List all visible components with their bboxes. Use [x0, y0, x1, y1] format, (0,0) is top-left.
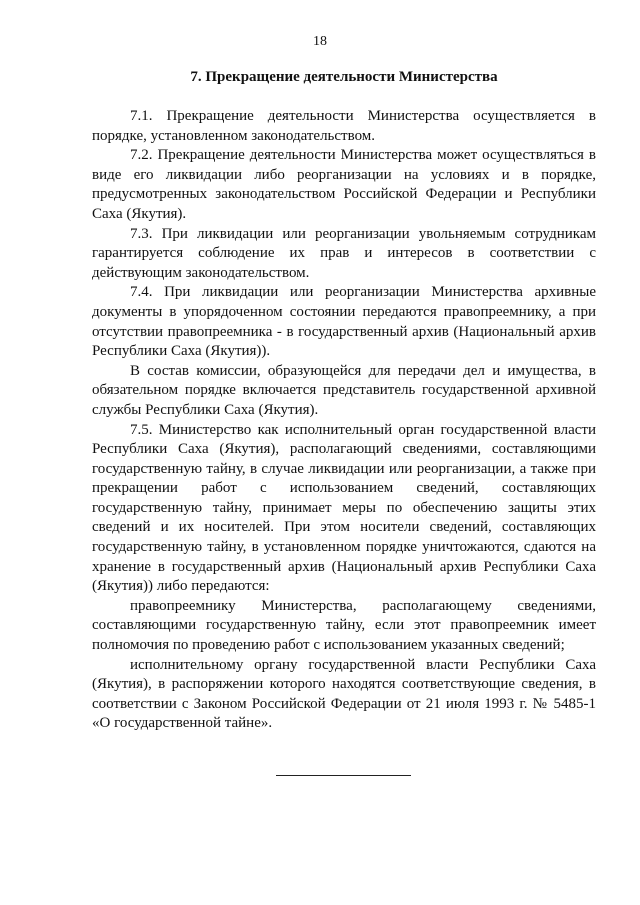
paragraph-7-4: 7.4. При ликвидации или реорганизации Министерства архивные документы в упорядоченном состоянии передаются правопреемнику, а при отсутствии правопреемника - в государственный архив (Национальный архив Республики Саха (Якутия)).	[92, 284, 596, 360]
paragraph-7-1: 7.1. Прекращение деятельности Министерства осуществляется в порядке, установленном законодательством.	[92, 108, 596, 144]
section-title: 7. Прекращение деятельности Министерства	[190, 69, 498, 85]
paragraph-7-5: 7.5. Министерство как исполнительный орган государственной власти Республики Саха (Якутия), располагающий сведениями, составляющими государственную тайну, в случае ликвидации или реорганизации, а также при прекращении работ с использованием сведений, составляющих государственную тайну, принимает меры по обеспечению защиты этих сведений и их носителей. При этом носители сведений, составляющих государственную тайну, в установленном порядке уничтожаются, сдаются на хранение в государственный архив (Национальный архив Республики Саха (Якутия)) либо передаются:	[92, 421, 596, 595]
paragraph-commission: В состав комиссии, образующейся для передачи дел и имущества, в обязательном порядке включается представитель государственной архивной службы Республики Саха (Якутия).	[92, 362, 596, 418]
paragraph-7-2: 7.2. Прекращение деятельности Министерства может осуществляться в виде его ликвидации либо реорганизации на условиях и в порядке, предусмотренных законодательством Российской Федерации и Республики Саха (Якутия).	[92, 147, 596, 222]
paragraph-successor: правопреемнику Министерства, располагающему сведениями, составляющими государственную тайну, если этот правопреемник имеет полномочия по проведению работ с использованием указанных сведений;	[92, 597, 596, 654]
paragraph-7-3: 7.3. При ликвидации или реорганизации увольняемым сотрудникам гарантируется соблюдение их прав и интересов в соответствии с действующим законодательством.	[92, 225, 596, 281]
paragraph-executive-body: исполнительному органу государственной власти Республики Саха (Якутия), в распоряжении которого находятся соответствующие сведения, в соответствии с Законом Российской Федерации от 21 июля 1993 г. № 5485-1 «О государственной тайне».	[92, 656, 596, 732]
document-body	[92, 107, 596, 734]
page-number: 18	[313, 34, 327, 49]
closing-divider-line	[276, 775, 411, 776]
